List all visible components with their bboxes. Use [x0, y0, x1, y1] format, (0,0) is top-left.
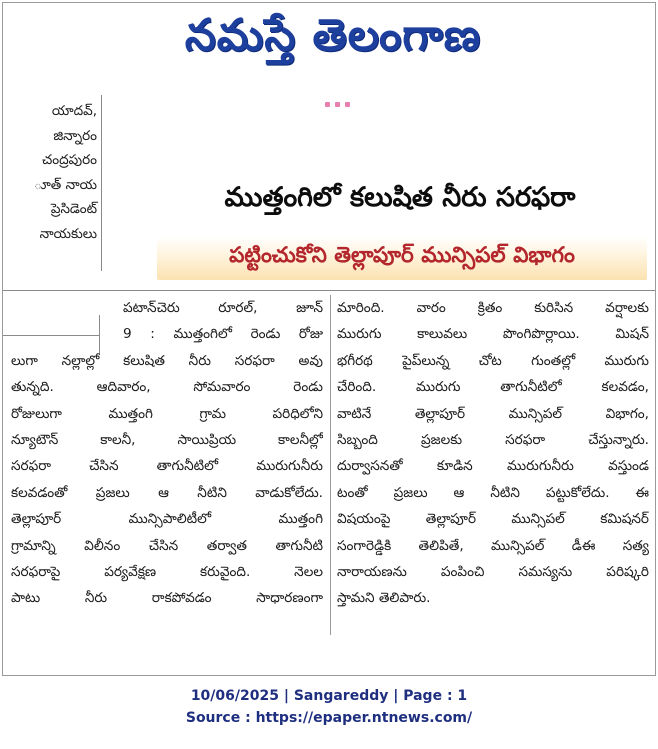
adjacent-article-fragment	[3, 99, 101, 246]
fragment-line: ప్రెసిడెంట్	[50, 201, 97, 217]
article-subheadline: పట్టించుకోని తెల్లాపూర్ మున్సిపల్ విభాగం	[157, 236, 647, 280]
source-link[interactable]: Source : https://epaper.ntnews.com/	[185, 710, 473, 726]
body-line: సరఫరాపై పర్యవేక్షణ కరువైంది. నెలల	[11, 564, 323, 581]
body-line: సంగారెడ్డికి తెలిపితే, మున్సిపల్ డీఈ సత్య	[337, 537, 649, 554]
body-line: పాటు నీరు రాకపోవడం సాధారణంగా	[11, 590, 323, 607]
body-line: స్తామని తెలిపారు.	[337, 590, 431, 607]
fragment-line: ూత్ నాయ	[33, 176, 97, 193]
body-line: టంతో ప్రజలు ఆ నీటిని పట్టుకోలేదు. ఈ	[337, 484, 649, 501]
newspaper-clipping	[2, 2, 656, 676]
fragment-line: నాయకులు	[39, 225, 97, 242]
body-line: భగీరథ పైప్‌లున్న చోట గుంతల్లో మురుగు	[337, 352, 649, 369]
body-line: సిబ్బంది ప్రజలకు సరఫరా చేస్తున్నారు.	[337, 432, 649, 449]
body-line: కలవడంతో ప్రజలు ఆ నీటిని వాడుకోలేదు.	[11, 484, 323, 501]
article-headline: ముత్తంగిలో కలుషిత నీరు సరఫరా	[224, 182, 576, 213]
body-line: 9 : ముత్తంగిలో రెండు రోజు	[123, 326, 323, 343]
body-line: రోజులుగా ముత్తంగి గ్రామ పరిధిలోని	[11, 405, 323, 422]
body-line: తెల్లాపూర్ మున్సిపాలిటీలో ముత్తంగి	[11, 511, 323, 528]
fragment-line: చంద్రపురం	[42, 152, 97, 168]
article-column-right	[337, 295, 649, 612]
body-line: మురుగు కాలువలు పొంగిపొర్లాయి. మిషన్	[337, 326, 649, 343]
body-line: తున్నది. ఆదివారం, సోమవారం రెండు	[11, 379, 323, 396]
article-column-left	[11, 295, 323, 612]
pink-ornament	[325, 100, 365, 110]
body-line: దుర్వాసనతో కూడిన మురుగునీరు వస్తుండ	[337, 458, 649, 475]
edition-info: 10/06/2025 | Sangareddy | Page : 1	[190, 688, 468, 704]
column-divider	[330, 295, 331, 635]
section-rule	[3, 290, 656, 291]
body-line: పటాన్‌చెరు రూరల్, జూన్	[123, 300, 323, 316]
body-line: న్యూటౌన్ కాలనీ, సాయిప్రియ కాలనీల్లో	[11, 432, 323, 449]
body-line: గ్రామాన్ని విలీనం చేసిన తర్వాత తాగునీటి	[11, 537, 323, 554]
column-rule	[101, 95, 102, 271]
masthead-title: నమస్తే తెలంగాణ	[184, 10, 482, 61]
fragment-line: జిన్నారం	[53, 127, 97, 144]
body-line: సరఫరా చేసిన తాగునీటిలో మురుగునీరు	[11, 458, 323, 475]
body-line: నారాయణను పంపించి సమస్యను పరిష్కరి	[337, 564, 649, 581]
body-line: లుగా నల్లాల్లో కలుషిత నీరు సరఫరా అవు	[11, 352, 323, 369]
body-line: మారింది. వారం క్రితం కురిసిన వర్షాలకు	[337, 300, 649, 316]
body-line: విషయంపై తెల్లాపూర్ మున్సిపల్ కమిషనర్	[337, 511, 649, 528]
fragment-line: యాదవ్,	[51, 103, 97, 119]
body-line: చేరింది. మురుగు తాగునీటిలో కలవడం,	[337, 379, 649, 396]
body-line: వాటినే తెల్లాపూర్ మున్సిపల్ విభాగం,	[337, 405, 649, 422]
